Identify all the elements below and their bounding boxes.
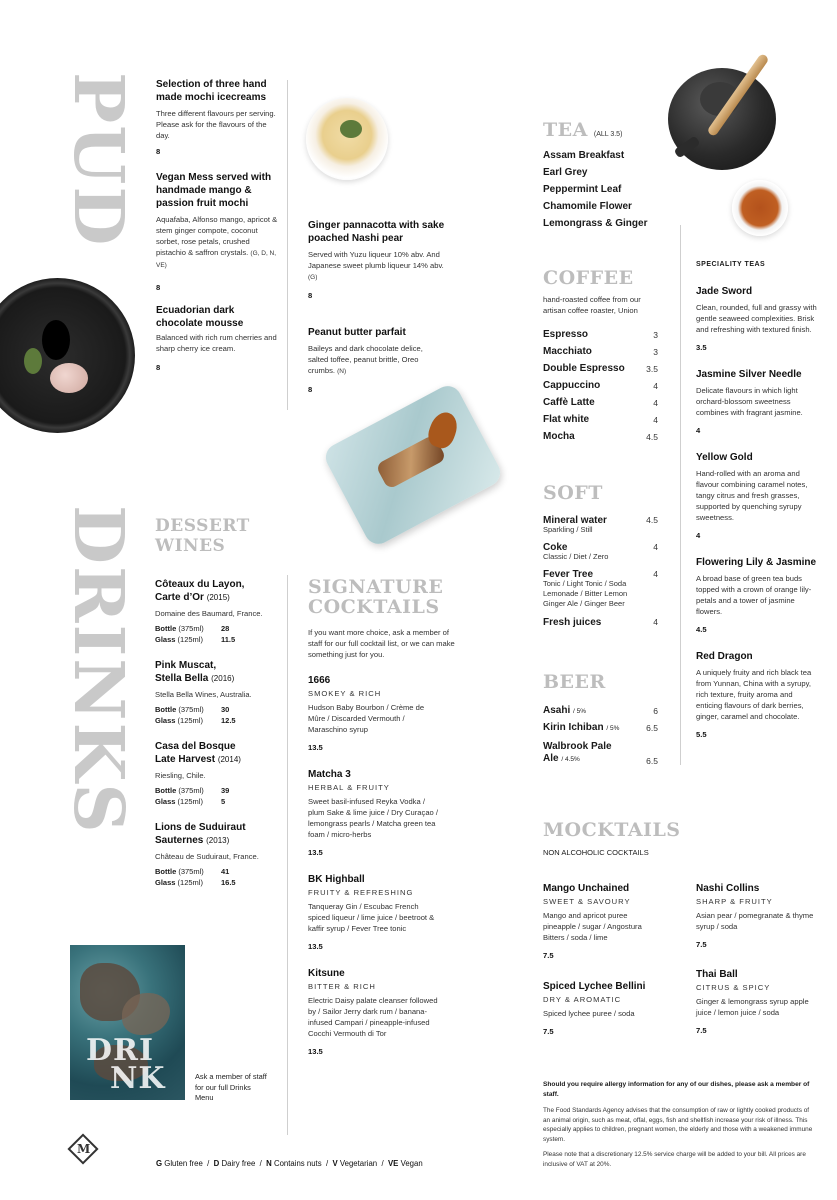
coffee-item: Cappuccino 4 <box>543 380 658 391</box>
speciality-item: Yellow Gold Hand-rolled with an aroma and flavour combining caramel notes, tangy citrus and fresh grasses, supported by quenching syrupy sweetness. 4 <box>696 452 808 540</box>
pud-item-parfait <box>308 326 442 394</box>
mocktail-item: Nashi Collins SHARP & FRUITY Asian pear / pomegranate & thyme syrup / soda 7.5 <box>696 883 814 949</box>
cocktail-item: BK Highball FRUITY & REFRESHING Tanqueray Gin / Escubac French spiced liqueur / lime juice / beetroot & kaffir syrup / Fever Tree tonic 13.5 <box>308 874 435 951</box>
wine-item: Lions de Suduiraut Sauternes (2013) Château de Suduiraut, France. Bottle (375ml) 41 Glass (125ml) 16.5 <box>155 822 259 887</box>
soft-item: Fresh juices 4 <box>543 616 658 628</box>
coffee-item: Espresso 3 <box>543 329 658 340</box>
drinks-menu-cover <box>70 945 185 1100</box>
soft-item-options: Sparkling / Still <box>543 525 593 534</box>
service-charge-notice: Please note that a discretionary 12.5% service charge will be added to your bill. All prices are inclusive of VAT at 20%. <box>543 1151 806 1168</box>
item-tags: (G) <box>308 274 318 281</box>
pud-side-title: PUD <box>58 72 138 248</box>
item-name: Ecuadorian dark chocolate mousse <box>156 305 244 329</box>
wine-item: Pink Muscat, Stella Bella (2016) Stella Bella Wines, Australia. Bottle (375ml) 30 Glass (125ml) 12.5 <box>155 660 252 725</box>
speciality-item: Jasmine Silver Needle Delicate flavours in which light orchard-blossom sweetness combines with fragrant jasmine. 4 <box>696 369 803 435</box>
item-tags: (G, D, N, VE) <box>156 250 277 269</box>
allergy-info <box>543 1080 813 1169</box>
pud-item-chocolate-mousse <box>156 304 280 372</box>
drinks-menu-note: Ask a member of staff for our full Drinks Menu <box>195 1072 267 1102</box>
cocktails-intro: If you want more choice, ask a member of staff for our full cocktail list, or we can make something just for you. <box>308 628 455 659</box>
tea-item: Lemongrass & Ginger <box>543 218 648 229</box>
item-desc: Served with Yuzu liqueur 10% abv. And Japanese sweet plumb liqueur 14% abv. (G) <box>308 250 444 281</box>
soft-item-options: Tonic / Light Tonic / Soda Lemonade / Bitter Lemon Ginger Ale / Ginger Beer <box>543 579 628 608</box>
coffee-item: Double Espresso 3.5 <box>543 363 658 374</box>
coffee-item: Caffè Latte 4 <box>543 397 658 408</box>
tea-item: Assam Breakfast <box>543 150 625 161</box>
wine-item: Casa del Bosque Late Harvest (2014) Riesling, Chile. Bottle (375ml) 39 Glass (125ml) 5 <box>155 741 241 806</box>
fsa-notice: The Food Standards Agency advises that the consumption of raw or lightly cooked products of an animal origin, such as meat, offal, eggs, fish and shellfish increase your risk of illness. This especially applies to children, pregnant women, the elderly and those with a weakened immune system. <box>543 1107 813 1143</box>
teacup-photo <box>732 180 788 236</box>
tea-price-note: (ALL 3.5) <box>593 131 623 138</box>
item-price: 8 <box>156 283 161 292</box>
cover-rock <box>122 993 170 1035</box>
item-name: Vegan Mess served with handmade mango & passion fruit mochi <box>156 172 272 209</box>
soft-item: Fever Tree 4 <box>543 568 658 580</box>
item-price: 8 <box>156 147 161 156</box>
pud-item-pannacotta <box>308 219 448 300</box>
mocktails-title: MOCKTAILS <box>543 819 681 841</box>
beer-section <box>543 672 658 766</box>
speciality-item: Red Dragon A uniquely fruity and rich black tea from Yunnan, China with a syrupy, rich texture, fruity aroma and enticing flavours of dark berries, ginger, caramel and chocolate. 5.5 <box>696 651 812 739</box>
pannacotta-photo <box>306 98 388 180</box>
soft-item: Mineral water 4.5 <box>543 514 658 526</box>
divider-pud <box>287 80 288 410</box>
logo-letter: M <box>77 1142 91 1156</box>
item-desc: Baileys and dark chocolate delice, salted toffee, peanut brittle, Oreo crumbs. (N) <box>308 344 423 375</box>
item-desc: Three different flavours per serving. Please ask for the flavours of the day. <box>156 109 276 140</box>
coffee-title: COFFEE <box>543 267 634 289</box>
item-desc: Aquafaba, Alfonso mango, apricot & stem ginger compote, coconut sorbet, rose petals, crushed pistachio & saffron crystals. (G, D, N, VE) <box>156 215 278 269</box>
tea-title: TEA <box>543 119 588 141</box>
beer-title: BEER <box>543 671 606 693</box>
cocktail-item: 1666 SMOKEY & RICH Hudson Baby Bourbon / Crème de Mûre / Discarded Vermouth / Maraschino syrup 13.5 <box>308 675 425 752</box>
herb-garnish <box>340 120 362 138</box>
item-price: 8 <box>156 363 161 372</box>
speciality-title: SPECIALITY TEAS <box>696 261 766 268</box>
wine-item: Côteaux du Layon, Carte d’Or (2015) Domaine des Baumard, France. Bottle (375ml) 28 Glass (125ml) 11.5 <box>155 579 263 644</box>
mocktail-item: Spiced Lychee Bellini DRY & AROMATIC Spiced lychee puree / soda 7.5 <box>543 981 646 1036</box>
beer-item: Asahi / 5% 6 <box>543 705 658 716</box>
cocktail-item: Matcha 3 HERBAL & FRUITY Sweet basil-infused Reyka Vodka / plum Sake & lime juice / Dry Curaçao / lemongrass pearls / Matcha green tea foam / micro-herbs 13.5 <box>308 769 438 857</box>
mocktails-subtitle: NON ALCOHOLIC COCKTAILS <box>543 848 649 857</box>
item-name: Selection of three hand made mochi icecreams <box>156 79 267 103</box>
tea-item: Peppermint Leaf <box>543 184 622 195</box>
chocolate-mousse-photo <box>0 278 135 433</box>
speciality-teas-section <box>696 261 818 739</box>
speciality-item: Jade Sword Clean, rounded, full and grassy with gentle seaweed complexities. Brisk and refreshing with textured finish. 3.5 <box>696 286 817 352</box>
coffee-item: Flat white 4 <box>543 414 658 425</box>
mocktails-section <box>543 820 823 857</box>
divider-cocktails <box>287 575 288 1135</box>
item-tags: (N) <box>337 368 347 375</box>
herb-garnish <box>24 348 42 374</box>
coffee-item: Mocha 4.5 <box>543 431 658 442</box>
item-desc: Balanced with rich rum cherries and sharp cherry ice cream. <box>156 333 277 353</box>
allergy-heading: Should you require allergy information for any of our dishes, please ask a member of staff. <box>543 1081 810 1098</box>
item-price: 8 <box>308 385 313 394</box>
soft-item-options: Classic / Diet / Zero <box>543 552 609 561</box>
dietary-key: G Gluten free / D Dairy free / N Contains nuts / V Vegetarian / VE Vegan <box>156 1159 423 1168</box>
drinks-side-title: DRINKS <box>58 505 138 835</box>
dessert-wines-title: DESSERT WINES <box>155 516 250 556</box>
dessert-wines-section <box>155 516 280 888</box>
coffee-item: Macchiato 3 <box>543 346 658 357</box>
beer-item: Walbrook Pale Ale / 4.5% 6.5 <box>543 741 658 766</box>
cocktail-item: Kitsune BITTER & RICH Electric Daisy palate cleanser followed by / Sailor Jerry dark rum / banana-infused Campari / pineapple-infused Cocchi Vermouth di Tor 13.5 <box>308 968 438 1056</box>
speciality-item: Flowering Lily & Jasmine A broad base of green tea buds topped with a crown of orange lily-petals and a tower of jasmine flowers. 4.5 <box>696 557 817 634</box>
cover-title: DRI NK <box>86 1033 166 1096</box>
signature-cocktails-section <box>308 577 458 1056</box>
beer-item: Kirin Ichiban / 5% 6.5 <box>543 722 658 733</box>
item-name: Peanut butter parfait <box>308 327 406 338</box>
tea-item: Chamomile Flower <box>543 201 632 212</box>
soft-title: SOFT <box>543 482 603 504</box>
tea-item: Earl Grey <box>543 167 588 178</box>
cocktails-title: SIGNATURE COCKTAILS <box>308 576 444 618</box>
tea-section <box>543 120 673 232</box>
soft-section <box>543 483 658 629</box>
coffee-section <box>543 268 658 445</box>
cherry-ice-cream-scoop <box>50 363 88 393</box>
item-name: Ginger pannacotta with sake poached Nashi pear <box>308 220 445 244</box>
pud-item-vegan-mess <box>156 171 280 292</box>
soft-item: Coke 4 <box>543 541 658 553</box>
coffee-intro: hand-roasted coffee from our artisan coffee roaster, Union <box>543 295 641 315</box>
pud-item-mochi <box>156 78 276 156</box>
mocktail-item: Thai Ball CITRUS & SPICY Ginger & lemongrass syrup apple juice / lemon juice / soda 7.5 <box>696 969 809 1035</box>
chocolate-sauce <box>42 320 70 360</box>
mocktail-item: Mango Unchained SWEET & SAVOURY Mango and apricot puree pineapple / sugar / Angostura Bitters / soda / lime 7.5 <box>543 883 642 960</box>
item-price: 8 <box>308 291 313 300</box>
divider-speciality <box>680 225 681 765</box>
